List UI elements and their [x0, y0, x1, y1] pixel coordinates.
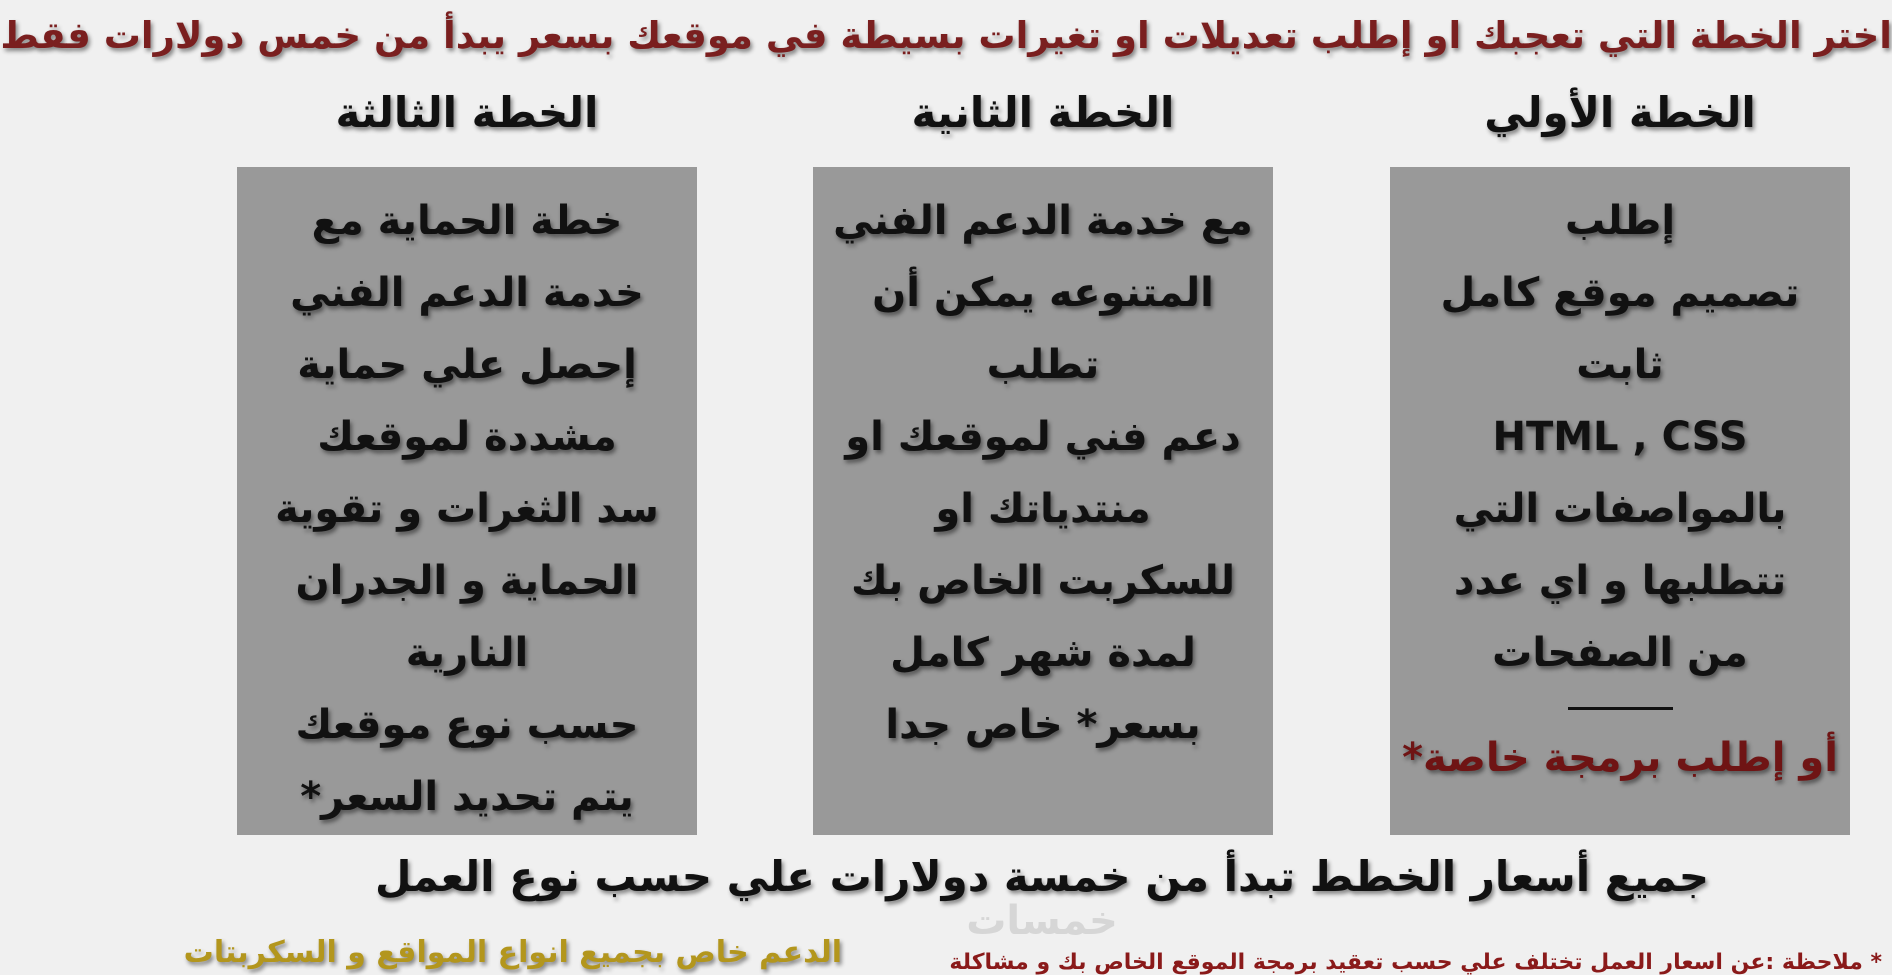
plan-3-line: سد الثغرات و تقوية [275, 486, 659, 532]
separator-line [1568, 707, 1673, 710]
plan-3-line: إحصل علي حماية [297, 342, 637, 388]
plan-1-line: HTML , CSS [1492, 414, 1748, 460]
plan-2-line: مع خدمة الدعم الفني [833, 198, 1253, 244]
plan-2-line: لمدة شهر كامل [890, 630, 1196, 676]
plan-3-line: مشددة لموقعك [317, 414, 617, 460]
plan-3-line: يتم تحديد السعر* [300, 774, 634, 820]
plan-2-line: دعم فني لموقعك او [845, 414, 1241, 460]
plan-3-line: خدمة الدعم الفني [290, 270, 644, 316]
price-disclaimer: * ملاحظة :عن اسعار العمل تختلف علي حسب تعقيد برمجة الموقع الخاص بك و مشاكلة [949, 950, 1882, 975]
plan-1-line: من الصفحات [1492, 630, 1748, 676]
plan-1-special-offer: أو إطلب برمجة خاصة* [1402, 735, 1838, 781]
plan-1-line: إطلب [1564, 198, 1676, 244]
plan-2-line: تطلب [986, 342, 1100, 388]
plan-2-title: الخطة الثانية [911, 88, 1175, 137]
plan-1-line: تصميم موقع كامل [1440, 270, 1800, 316]
plan-1-line: ثابت [1576, 342, 1664, 388]
plan-2-card [813, 167, 1273, 835]
headline: اختر الخطة التي تعجبك او إطلب تعديلات او تغيرات بسيطة في موقعك بسعر يبدأ من خمس دولارات فقط [0, 14, 1892, 57]
plan-2-line: منتدياتك او [935, 486, 1151, 532]
plan-1-line: تتطلبها و اي عدد [1453, 558, 1787, 604]
plan-3-line: خطة الحماية مع [311, 198, 623, 244]
plan-2-line: المتنوعه يمكن أن [872, 270, 1214, 316]
plan-3-line: النارية [405, 630, 529, 676]
plan-3-line: حسب نوع موقعك [295, 702, 639, 748]
plan-3-title: الخطة الثالثة [335, 88, 599, 137]
support-footer: الدعم خاص بجميع انواع المواقع و السكربتات [183, 935, 842, 970]
plan-1-title: الخطة الأولي [1484, 88, 1756, 137]
plan-3-card [237, 167, 697, 835]
plan-1-card [1390, 167, 1850, 835]
pricing-note: جميع أسعار الخطط تبدأ من خمسة دولارات علي حسب نوع العمل [375, 852, 1709, 901]
plan-1-line: بالمواصفات التي [1453, 486, 1787, 532]
plan-2-line: بسعر* خاص جدا [885, 702, 1201, 748]
plan-3-line: الحماية و الجدران [295, 558, 639, 604]
plan-2-line: للسكربت الخاص بك [850, 558, 1236, 604]
watermark-logo: خمسات [966, 898, 1118, 944]
